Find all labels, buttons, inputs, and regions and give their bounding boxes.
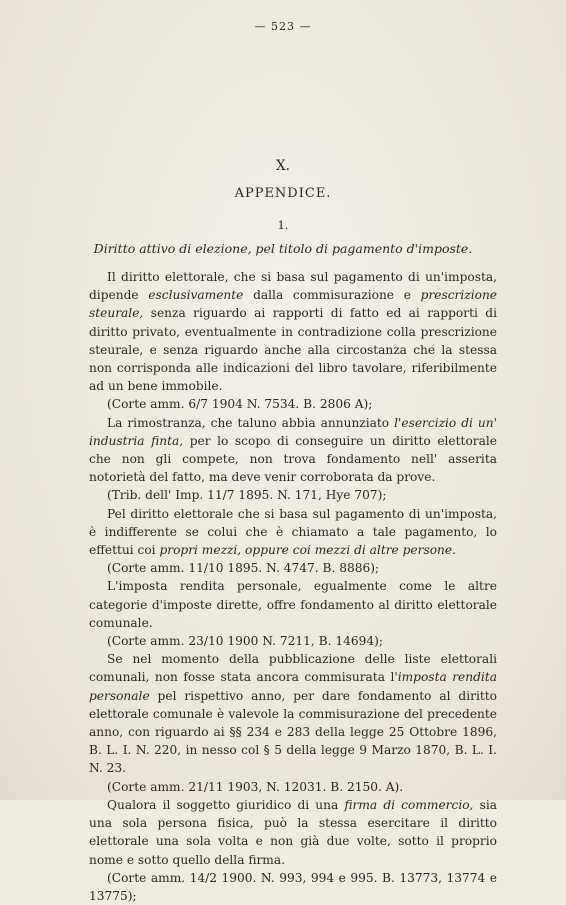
section-title: Diritto attivo di elezione, pel titolo di pagamento d'imposte. [93, 241, 473, 256]
section-number: 1. [277, 218, 289, 232]
page-number: — 523 — [254, 20, 312, 33]
paragraph-5: Se nel momento della pubblicazione delle liste elettorali comunali, non fosse stata ancora commisurata l'imposta rendita personale pel rispettivo anno, per dare fondamento al diritto elettorale comunale è valevole la commisurazione del precedente anno, con riguardo ai §§ 234 e 283 della legge 25 Ottobre 1896, B. L. I. N. 220, in nesso col § 5 della legge 9 Marzo 1870, B. L. I. N. 23. [89, 652, 497, 776]
citation-1: (Corte amm. 6/7 1904 N. 7534. B. 2806 A); [107, 397, 373, 412]
citation-3: (Corte amm. 11/10 1895. N. 4747. B. 8886); [107, 561, 380, 576]
paragraph-3: Pel diritto elettorale che si basa sul pagamento di un'imposta, è indifferente se colui che è chiamato a tale pagamento, lo effettui coi propri mezzi, oppure coi mezzi di altre persone. [89, 506, 497, 558]
body-text [89, 268, 497, 905]
paragraph-2: La rimostranza, che taluno abbia annunziato l'esercizio di un' industria finta, per lo scopo di conseguire un diritto elettorale che non gli compete, non trova fondamento nell' asserita notorietà del fatto, ma deve venir corroborata da prove. [89, 415, 497, 485]
paragraph-1: Il diritto elettorale, che si basa sul pagamento di un'imposta, dipende esclusivamente dalla commisurazione e prescrizione steurale, senza riguardo ai rapporti di fatto ed ai rapporti di diritto privato, eventualmente in contradizione colla prescrizione steurale, e senza riguardo anche alla circostanza che la stessa non corrisponda alle indicazioni del libro tavolare, riferibilmente ad un bene immobile. [89, 270, 498, 394]
appendix-heading: APPENDICE. [234, 186, 332, 201]
paragraph-4: L'imposta rendita personale, egualmente come le altre categorie d'imposte dirette, offre fondamento al diritto elettorale comunale. [89, 579, 497, 630]
citation-2: (Trib. dell' Imp. 11/7 1895. N. 171, Hye 707); [107, 488, 387, 503]
paragraph-6: Qualora il soggetto giuridico di una firma di commercio, sia una sola persona fisica, può la stessa esercitare il diritto elettorale una sola volta e non già due volte, sotto il proprio nome e sotto quello della firma. [89, 797, 497, 867]
citation-5: (Corte amm. 21/11 1903, N. 12031. B. 2150. A). [107, 779, 404, 794]
citation-6: (Corte amm. 14/2 1900. N. 993, 994 e 995. B. 13773, 13774 e 13775); [89, 870, 497, 903]
citation-4: (Corte amm. 23/10 1900 N. 7211, B. 14694); [107, 634, 383, 649]
chapter-heading: X. [276, 158, 290, 174]
